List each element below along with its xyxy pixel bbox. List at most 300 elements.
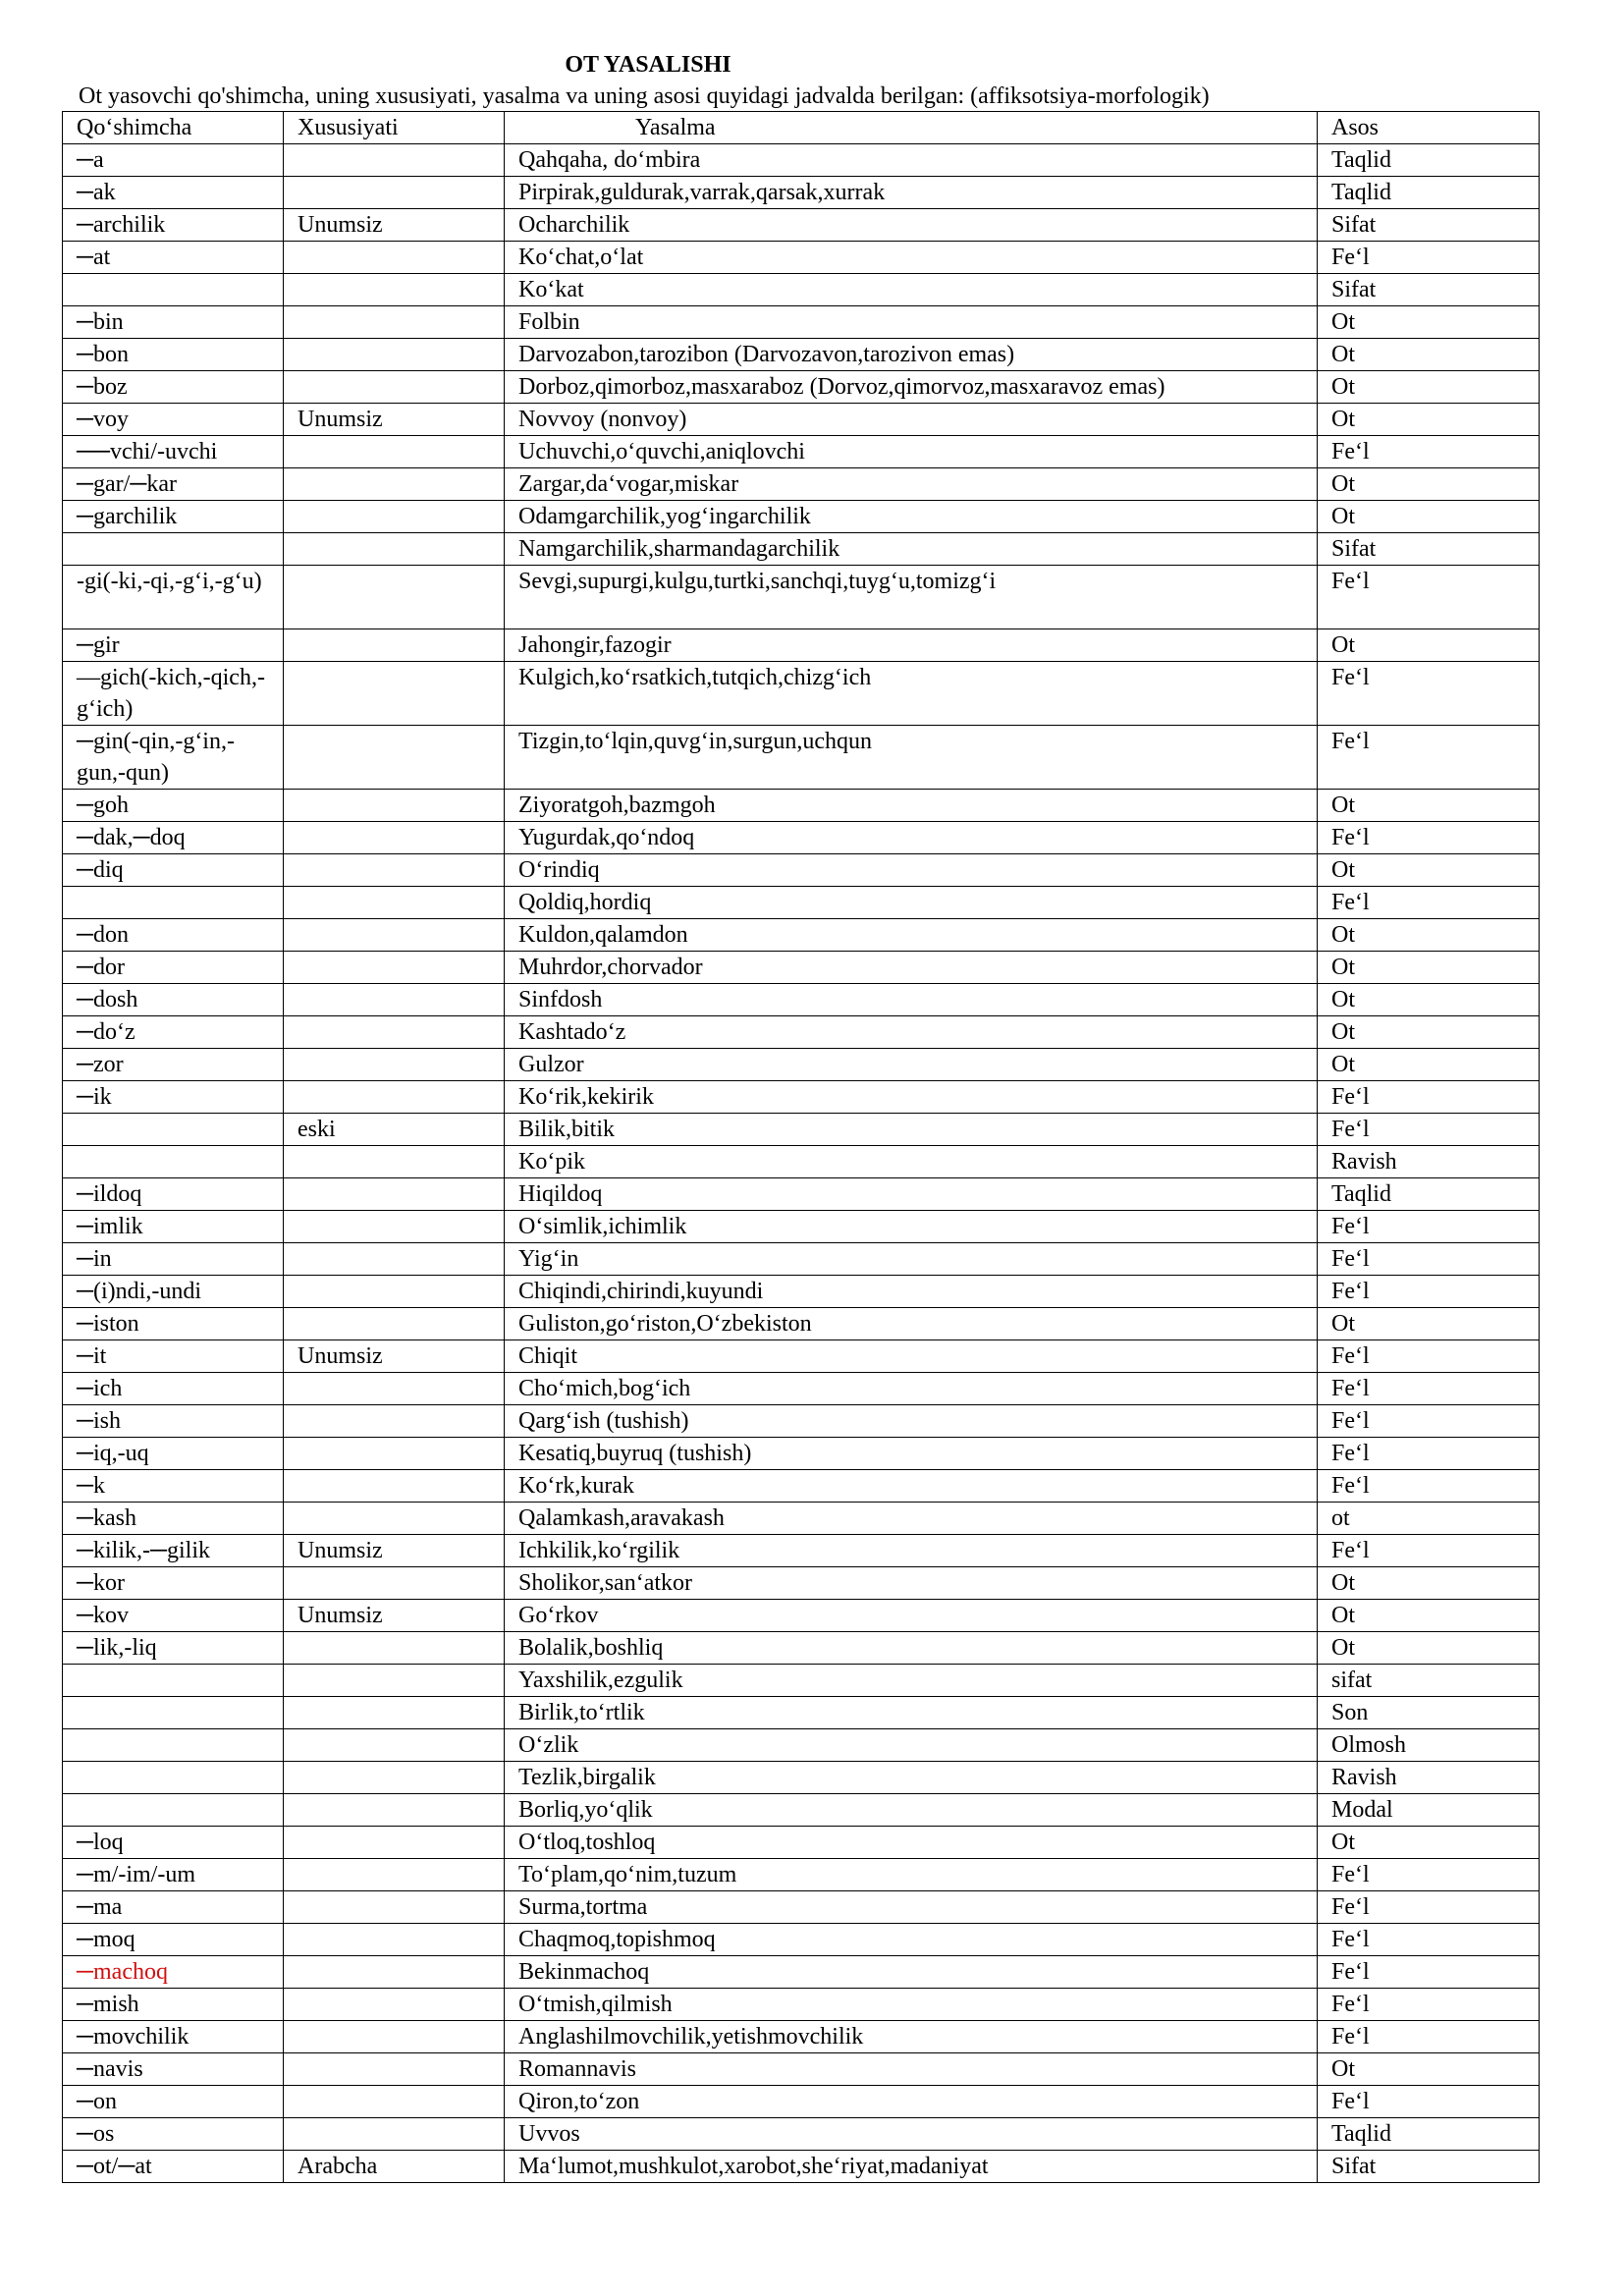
table-row <box>63 436 1540 468</box>
cell-asos: Fe‘l <box>1318 1438 1540 1470</box>
cell-xususiyati <box>284 1049 505 1081</box>
cell-yasalma: O‘rindiq <box>505 854 1318 887</box>
table-row <box>63 1632 1540 1665</box>
cell-qoshimcha: ─ik <box>63 1081 284 1114</box>
cell-asos: Fe‘l <box>1318 1405 1540 1438</box>
header-qoshimcha: Qo‘shimcha <box>63 112 284 144</box>
table-row <box>63 209 1540 242</box>
cell-yasalma: Qahqaha, do‘mbira <box>505 144 1318 177</box>
cell-yasalma: Cho‘mich,bog‘ich <box>505 1373 1318 1405</box>
cell-yasalma: Ko‘rk,kurak <box>505 1470 1318 1503</box>
table-row <box>63 1827 1540 1859</box>
cell-xususiyati <box>284 1827 505 1859</box>
cell-yasalma: Ziyoratgoh,bazmgoh <box>505 790 1318 822</box>
cell-xususiyati <box>284 822 505 854</box>
cell-yasalma: Romannavis <box>505 2053 1318 2086</box>
cell-yasalma: Ko‘chat,o‘lat <box>505 242 1318 274</box>
cell-yasalma: Darvozabon,tarozibon (Darvozavon,tarozivon emas) <box>505 339 1318 371</box>
cell-asos: Taqlid <box>1318 1178 1540 1211</box>
cell-xususiyati: Unumsiz <box>284 209 505 242</box>
cell-xususiyati <box>284 468 505 501</box>
cell-xususiyati <box>284 339 505 371</box>
table-row <box>63 1697 1540 1729</box>
cell-xususiyati <box>284 662 505 726</box>
cell-asos: Ot <box>1318 984 1540 1016</box>
cell-xususiyati <box>284 1567 505 1600</box>
table-row <box>63 1794 1540 1827</box>
cell-yasalma: Uchuvchi,o‘quvchi,aniqlovchi <box>505 436 1318 468</box>
table-row <box>63 2053 1540 2086</box>
cell-asos: Ot <box>1318 1016 1540 1049</box>
cell-xususiyati <box>284 1243 505 1276</box>
table-row <box>63 2118 1540 2151</box>
table-row <box>63 1535 1540 1567</box>
table-row <box>63 822 1540 854</box>
cell-xususiyati <box>284 566 505 629</box>
cell-asos: Fe‘l <box>1318 1989 1540 2021</box>
cell-qoshimcha: ─in <box>63 1243 284 1276</box>
cell-asos: Ot <box>1318 306 1540 339</box>
cell-yasalma: O‘zlik <box>505 1729 1318 1762</box>
table-row <box>63 1762 1540 1794</box>
cell-xususiyati <box>284 2118 505 2151</box>
cell-asos: Taqlid <box>1318 177 1540 209</box>
cell-asos: Ot <box>1318 1600 1540 1632</box>
cell-asos: Ot <box>1318 1567 1540 1600</box>
cell-yasalma: Zargar,da‘vogar,miskar <box>505 468 1318 501</box>
cell-qoshimcha: ─movchilik <box>63 2021 284 2053</box>
cell-xususiyati <box>284 2053 505 2086</box>
table-row <box>63 726 1540 790</box>
cell-xususiyati <box>284 1762 505 1794</box>
cell-qoshimcha: ─a <box>63 144 284 177</box>
cell-qoshimcha <box>63 533 284 566</box>
cell-yasalma: Tizgin,to‘lqin,quvg‘in,surgun,uchqun <box>505 726 1318 790</box>
cell-xususiyati <box>284 371 505 404</box>
cell-xususiyati <box>284 1276 505 1308</box>
affix-table <box>62 111 1540 2183</box>
cell-qoshimcha: ─ish <box>63 1405 284 1438</box>
cell-xususiyati <box>284 242 505 274</box>
cell-yasalma: Gulzor <box>505 1049 1318 1081</box>
cell-qoshimcha: ─on <box>63 2086 284 2118</box>
cell-yasalma: Bekinmachoq <box>505 1956 1318 1989</box>
cell-xususiyati <box>284 2086 505 2118</box>
cell-asos: Fe‘l <box>1318 1276 1540 1308</box>
cell-qoshimcha: ─imlik <box>63 1211 284 1243</box>
cell-xususiyati <box>284 1697 505 1729</box>
cell-xususiyati <box>284 1438 505 1470</box>
cell-qoshimcha: ─archilik <box>63 209 284 242</box>
cell-asos: Fe‘l <box>1318 1340 1540 1373</box>
cell-qoshimcha <box>63 1697 284 1729</box>
cell-asos: Ot <box>1318 2053 1540 2086</box>
cell-asos: Ot <box>1318 339 1540 371</box>
cell-asos: Fe‘l <box>1318 1891 1540 1924</box>
cell-qoshimcha: ─at <box>63 242 284 274</box>
cell-qoshimcha: ─it <box>63 1340 284 1373</box>
cell-asos: Sifat <box>1318 2151 1540 2183</box>
cell-asos: Fe‘l <box>1318 566 1540 629</box>
cell-qoshimcha <box>63 1794 284 1827</box>
table-row <box>63 887 1540 919</box>
cell-yasalma: Go‘rkov <box>505 1600 1318 1632</box>
cell-qoshimcha: ─dor <box>63 952 284 984</box>
cell-xususiyati <box>284 1146 505 1178</box>
cell-yasalma: Borliq,yo‘qlik <box>505 1794 1318 1827</box>
table-row <box>63 144 1540 177</box>
table-row <box>63 790 1540 822</box>
cell-yasalma: Qarg‘ish (tushish) <box>505 1405 1318 1438</box>
cell-asos: Ravish <box>1318 1146 1540 1178</box>
cell-qoshimcha: ─dosh <box>63 984 284 1016</box>
cell-asos: Sifat <box>1318 274 1540 306</box>
cell-xususiyati <box>284 1503 505 1535</box>
cell-yasalma: Birlik,to‘rtlik <box>505 1697 1318 1729</box>
table-row <box>63 2151 1540 2183</box>
table-row <box>63 1340 1540 1373</box>
cell-xususiyati <box>284 1081 505 1114</box>
cell-qoshimcha: ─machoq <box>63 1956 284 1989</box>
table-row <box>63 1924 1540 1956</box>
cell-asos: Ot <box>1318 404 1540 436</box>
cell-yasalma: Odamgarchilik,yog‘ingarchilik <box>505 501 1318 533</box>
cell-yasalma: Ma‘lumot,mushkulot,xarobot,she‘riyat,madaniyat <box>505 2151 1318 2183</box>
cell-xususiyati: Unumsiz <box>284 404 505 436</box>
cell-yasalma: To‘plam,qo‘nim,tuzum <box>505 1859 1318 1891</box>
cell-xususiyati <box>284 177 505 209</box>
table-row <box>63 629 1540 662</box>
cell-qoshimcha: ─iston <box>63 1308 284 1340</box>
cell-qoshimcha: ─zor <box>63 1049 284 1081</box>
cell-asos: Modal <box>1318 1794 1540 1827</box>
cell-asos: Fe‘l <box>1318 242 1540 274</box>
cell-xususiyati <box>284 436 505 468</box>
cell-yasalma: Kulgich,ko‘rsatkich,tutqich,chizg‘ich <box>505 662 1318 726</box>
table-row <box>63 1989 1540 2021</box>
cell-xususiyati <box>284 533 505 566</box>
cell-qoshimcha: ─ma <box>63 1891 284 1924</box>
table-row <box>63 468 1540 501</box>
cell-qoshimcha <box>63 887 284 919</box>
cell-yasalma: Namgarchilik,sharmandagarchilik <box>505 533 1318 566</box>
cell-qoshimcha: ─navis <box>63 2053 284 2086</box>
cell-qoshimcha: ─kor <box>63 1567 284 1600</box>
cell-yasalma: Qalamkash,aravakash <box>505 1503 1318 1535</box>
cell-yasalma: Sevgi,supurgi,kulgu,turtki,sanchqi,tuyg‘u,tomizg‘i <box>505 566 1318 629</box>
cell-qoshimcha: ─do‘z <box>63 1016 284 1049</box>
cell-qoshimcha: ─mish <box>63 1989 284 2021</box>
cell-qoshimcha: ─kash <box>63 1503 284 1535</box>
cell-asos: Fe‘l <box>1318 436 1540 468</box>
table-row <box>63 1891 1540 1924</box>
cell-qoshimcha: ─ich <box>63 1373 284 1405</box>
cell-asos: Fe‘l <box>1318 662 1540 726</box>
cell-xususiyati <box>284 1373 505 1405</box>
table-row <box>63 1503 1540 1535</box>
cell-yasalma: Folbin <box>505 306 1318 339</box>
header-yasalma: Yasalma <box>505 112 1318 144</box>
cell-yasalma: Kesatiq,buyruq (tushish) <box>505 1438 1318 1470</box>
cell-asos: Fe‘l <box>1318 1081 1540 1114</box>
table-row <box>63 242 1540 274</box>
cell-yasalma: O‘simlik,ichimlik <box>505 1211 1318 1243</box>
table-header-row <box>63 112 1540 144</box>
table-row <box>63 1567 1540 1600</box>
cell-asos: Fe‘l <box>1318 1924 1540 1956</box>
cell-yasalma: Bolalik,boshliq <box>505 1632 1318 1665</box>
cell-xususiyati: Unumsiz <box>284 1600 505 1632</box>
table-row <box>63 854 1540 887</box>
cell-asos: Fe‘l <box>1318 1243 1540 1276</box>
cell-yasalma: Surma,tortma <box>505 1891 1318 1924</box>
cell-xususiyati: eski <box>284 1114 505 1146</box>
table-row <box>63 404 1540 436</box>
table-row <box>63 1211 1540 1243</box>
cell-yasalma: Sholikor,san‘atkor <box>505 1567 1318 1600</box>
cell-yasalma: Qiron,to‘zon <box>505 2086 1318 2118</box>
cell-asos: Olmosh <box>1318 1729 1540 1762</box>
cell-asos: Ot <box>1318 952 1540 984</box>
cell-xususiyati <box>284 306 505 339</box>
cell-yasalma: O‘tloq,toshloq <box>505 1827 1318 1859</box>
cell-asos: Fe‘l <box>1318 1373 1540 1405</box>
cell-asos: Ot <box>1318 1632 1540 1665</box>
cell-xususiyati <box>284 1924 505 1956</box>
cell-xususiyati <box>284 1178 505 1211</box>
cell-yasalma: Bilik,bitik <box>505 1114 1318 1146</box>
cell-qoshimcha: ─k <box>63 1470 284 1503</box>
header-asos: Asos <box>1318 112 1540 144</box>
table-row <box>63 339 1540 371</box>
cell-qoshimcha: ─lik,-liq <box>63 1632 284 1665</box>
cell-yasalma: Dorboz,qimorboz,masxaraboz (Dorvoz,qimorvoz,masxaravoz emas) <box>505 371 1318 404</box>
cell-yasalma: Yugurdak,qo‘ndoq <box>505 822 1318 854</box>
cell-yasalma: Hiqildoq <box>505 1178 1318 1211</box>
cell-xususiyati: Arabcha <box>284 2151 505 2183</box>
cell-yasalma: Kuldon,qalamdon <box>505 919 1318 952</box>
cell-yasalma: Muhrdor,chorvador <box>505 952 1318 984</box>
cell-yasalma: Ko‘rik,kekirik <box>505 1081 1318 1114</box>
cell-qoshimcha: ──vchi/-uvchi <box>63 436 284 468</box>
cell-qoshimcha: ─bin <box>63 306 284 339</box>
cell-yasalma: Guliston,go‘riston,O‘zbekiston <box>505 1308 1318 1340</box>
cell-yasalma: Chiqindi,chirindi,kuyundi <box>505 1276 1318 1308</box>
cell-xususiyati <box>284 1211 505 1243</box>
cell-yasalma: Jahongir,fazogir <box>505 629 1318 662</box>
cell-asos: Ot <box>1318 468 1540 501</box>
table-row <box>63 984 1540 1016</box>
cell-yasalma: O‘tmish,qilmish <box>505 1989 1318 2021</box>
cell-asos: Fe‘l <box>1318 887 1540 919</box>
table-row <box>63 1081 1540 1114</box>
cell-xususiyati: Unumsiz <box>284 1535 505 1567</box>
cell-qoshimcha: ─bon <box>63 339 284 371</box>
cell-qoshimcha: ─gar/─kar <box>63 468 284 501</box>
cell-asos: Ot <box>1318 1308 1540 1340</box>
cell-qoshimcha: ─gir <box>63 629 284 662</box>
cell-xususiyati <box>284 1859 505 1891</box>
cell-qoshimcha: ─kov <box>63 1600 284 1632</box>
cell-asos: Sifat <box>1318 533 1540 566</box>
cell-yasalma: Ko‘kat <box>505 274 1318 306</box>
table-row <box>63 177 1540 209</box>
cell-xususiyati <box>284 2021 505 2053</box>
cell-xususiyati <box>284 854 505 887</box>
table-row <box>63 1438 1540 1470</box>
cell-qoshimcha: ─garchilik <box>63 501 284 533</box>
cell-asos: Fe‘l <box>1318 1956 1540 1989</box>
cell-asos: Ot <box>1318 1827 1540 1859</box>
table-row <box>63 2021 1540 2053</box>
cell-yasalma: Anglashilmovchilik,yetishmovchilik <box>505 2021 1318 2053</box>
cell-xususiyati <box>284 501 505 533</box>
cell-xususiyati <box>284 1665 505 1697</box>
cell-qoshimcha: ─(i)ndi,-undi <box>63 1276 284 1308</box>
cell-yasalma: Yig‘in <box>505 1243 1318 1276</box>
cell-yasalma: Yaxshilik,ezgulik <box>505 1665 1318 1697</box>
table-row <box>63 1016 1540 1049</box>
table-row <box>63 1243 1540 1276</box>
cell-asos: Fe‘l <box>1318 1211 1540 1243</box>
header-xususiyati: Xususiyati <box>284 112 505 144</box>
cell-qoshimcha: ─dak,─doq <box>63 822 284 854</box>
table-row <box>63 1049 1540 1081</box>
cell-qoshimcha: ─ot/─at <box>63 2151 284 2183</box>
cell-qoshimcha <box>63 1114 284 1146</box>
table-row <box>63 371 1540 404</box>
cell-xususiyati <box>284 1989 505 2021</box>
table-row <box>63 1729 1540 1762</box>
table-row <box>63 1308 1540 1340</box>
cell-qoshimcha: ─gin(-qin,-g‘in,-gun,-qun) <box>63 726 284 790</box>
cell-asos: Sifat <box>1318 209 1540 242</box>
cell-asos: Taqlid <box>1318 2118 1540 2151</box>
cell-yasalma: Ocharchilik <box>505 209 1318 242</box>
cell-qoshimcha: ─os <box>63 2118 284 2151</box>
table-row <box>63 662 1540 726</box>
table-row <box>63 1470 1540 1503</box>
cell-xususiyati <box>284 726 505 790</box>
cell-xususiyati <box>284 1016 505 1049</box>
table-row <box>63 1276 1540 1308</box>
cell-asos: Fe‘l <box>1318 1114 1540 1146</box>
cell-yasalma: Pirpirak,guldurak,varrak,qarsak,xurrak <box>505 177 1318 209</box>
table-row <box>63 1178 1540 1211</box>
cell-xususiyati <box>284 629 505 662</box>
cell-qoshimcha <box>63 1146 284 1178</box>
cell-yasalma: Ichkilik,ko‘rgilik <box>505 1535 1318 1567</box>
cell-qoshimcha: ─goh <box>63 790 284 822</box>
document-intro: Ot yasovchi qo'shimcha, uning xususiyati, yasalma va uning asosi quyidagi jadvalda berilgan: (affiksotsiya-morfologik) <box>79 83 1210 109</box>
cell-xususiyati <box>284 274 505 306</box>
cell-qoshimcha <box>63 1665 284 1697</box>
cell-xususiyati <box>284 1405 505 1438</box>
cell-asos: Ot <box>1318 371 1540 404</box>
cell-xususiyati <box>284 790 505 822</box>
cell-qoshimcha: ─voy <box>63 404 284 436</box>
cell-xususiyati <box>284 952 505 984</box>
cell-qoshimcha <box>63 1762 284 1794</box>
cell-xususiyati <box>284 1956 505 1989</box>
cell-yasalma: Tezlik,birgalik <box>505 1762 1318 1794</box>
table-row <box>63 533 1540 566</box>
cell-asos: Son <box>1318 1697 1540 1729</box>
cell-xususiyati: Unumsiz <box>284 1340 505 1373</box>
cell-xususiyati <box>284 1729 505 1762</box>
cell-asos: Fe‘l <box>1318 822 1540 854</box>
cell-asos: Fe‘l <box>1318 1470 1540 1503</box>
cell-qoshimcha: ─m/-im/-um <box>63 1859 284 1891</box>
cell-qoshimcha: —gich(-kich,-qich,-g‘ich) <box>63 662 284 726</box>
cell-xususiyati <box>284 984 505 1016</box>
cell-yasalma: Chaqmoq,topishmoq <box>505 1924 1318 1956</box>
cell-qoshimcha: ─don <box>63 919 284 952</box>
cell-xususiyati <box>284 1470 505 1503</box>
table-row <box>63 1114 1540 1146</box>
cell-asos: Ot <box>1318 919 1540 952</box>
cell-asos: Ravish <box>1318 1762 1540 1794</box>
cell-asos: Ot <box>1318 790 1540 822</box>
cell-xususiyati <box>284 144 505 177</box>
cell-asos: Fe‘l <box>1318 1535 1540 1567</box>
table-row <box>63 1665 1540 1697</box>
table-row <box>63 306 1540 339</box>
cell-asos: Fe‘l <box>1318 2021 1540 2053</box>
table-row <box>63 1600 1540 1632</box>
cell-yasalma: Uvvos <box>505 2118 1318 2151</box>
table-row <box>63 566 1540 629</box>
cell-xususiyati <box>284 1891 505 1924</box>
table-row <box>63 2086 1540 2118</box>
cell-qoshimcha: ─kilik,-─gilik <box>63 1535 284 1567</box>
cell-qoshimcha: -gi(-ki,-qi,-g‘i,-g‘u) <box>63 566 284 629</box>
cell-yasalma: Chiqit <box>505 1340 1318 1373</box>
cell-asos: Fe‘l <box>1318 726 1540 790</box>
cell-xususiyati <box>284 1632 505 1665</box>
cell-yasalma: Kashtado‘z <box>505 1016 1318 1049</box>
table-row <box>63 274 1540 306</box>
cell-asos: Ot <box>1318 854 1540 887</box>
cell-asos: Fe‘l <box>1318 2086 1540 2118</box>
cell-qoshimcha: ─boz <box>63 371 284 404</box>
cell-yasalma: Novvoy (nonvoy) <box>505 404 1318 436</box>
cell-qoshimcha: ─moq <box>63 1924 284 1956</box>
cell-xususiyati <box>284 1308 505 1340</box>
table-row <box>63 1956 1540 1989</box>
document-title: OT YASALISHI <box>565 52 731 78</box>
table-row <box>63 501 1540 533</box>
cell-asos: Ot <box>1318 501 1540 533</box>
table-row <box>63 919 1540 952</box>
cell-qoshimcha: ─diq <box>63 854 284 887</box>
cell-yasalma: Sinfdosh <box>505 984 1318 1016</box>
cell-asos: Ot <box>1318 629 1540 662</box>
cell-asos: Fe‘l <box>1318 1859 1540 1891</box>
cell-asos: Ot <box>1318 1049 1540 1081</box>
cell-qoshimcha: ─ildoq <box>63 1178 284 1211</box>
cell-asos: Taqlid <box>1318 144 1540 177</box>
cell-qoshimcha: ─iq,-uq <box>63 1438 284 1470</box>
cell-yasalma: Qoldiq,hordiq <box>505 887 1318 919</box>
table-row <box>63 1146 1540 1178</box>
cell-qoshimcha <box>63 1729 284 1762</box>
cell-xususiyati <box>284 1794 505 1827</box>
cell-yasalma: Ko‘pik <box>505 1146 1318 1178</box>
table-row <box>63 1405 1540 1438</box>
cell-qoshimcha: ─ak <box>63 177 284 209</box>
table-row <box>63 1859 1540 1891</box>
